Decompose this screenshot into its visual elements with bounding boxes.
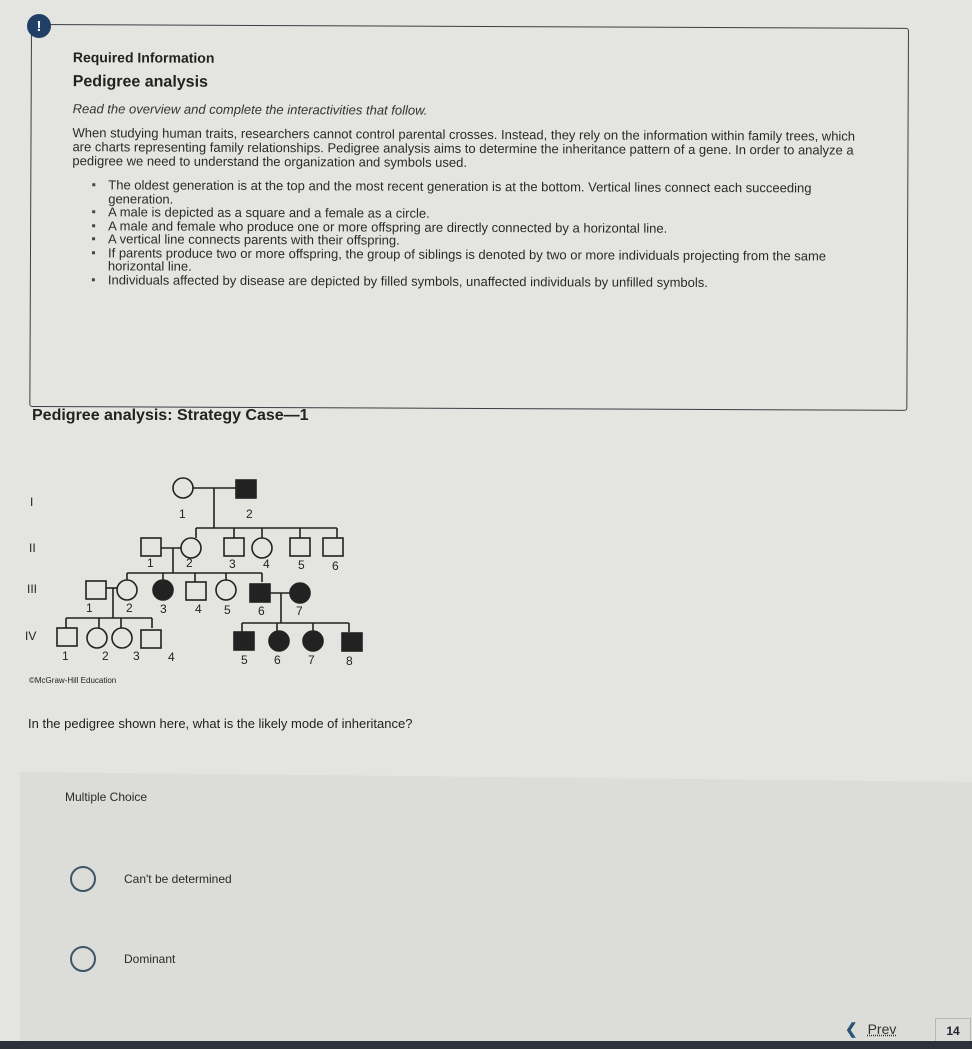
individual-IV-3 [112, 628, 132, 648]
required-information-label: Required Information [72, 49, 215, 66]
individual-IV-2 [87, 628, 107, 648]
svg-text:2: 2 [126, 601, 133, 615]
prev-button[interactable] [845, 1020, 896, 1038]
individual-III-3-affected [153, 580, 173, 600]
individual-II-2 [181, 538, 201, 558]
svg-text:5: 5 [224, 603, 231, 617]
svg-text:1: 1 [62, 649, 69, 663]
required-information-panel [29, 24, 909, 411]
generation-label: II [29, 541, 36, 555]
individual-IV-1 [57, 628, 77, 646]
individual-II-6 [323, 538, 343, 556]
option-dominant[interactable] [70, 946, 175, 972]
svg-text:2: 2 [102, 649, 109, 663]
svg-text:1: 1 [179, 507, 186, 521]
individual-IV-4 [141, 630, 161, 648]
info-paragraph: When studying human traits, researchers cannot control parental crosses. Instead, they rely on the information within family trees, which are charts representing family relationships. Pedigree analysis aims to determine the inheritance pattern of a gene. In order to analyze a pedigree we need to understand the organization and symbols used. [72, 125, 856, 170]
individual-II-4 [252, 538, 272, 558]
svg-text:1: 1 [86, 601, 93, 615]
individual-III-6-affected [250, 584, 270, 602]
info-bullet-list [92, 178, 862, 289]
svg-text:5: 5 [298, 558, 305, 572]
info-subtitle: Read the overview and complete the interactivities that follow. [72, 101, 428, 118]
svg-text:2: 2 [246, 507, 253, 521]
option-cant-be-determined[interactable] [70, 866, 232, 892]
copyright-credit: ©McGraw-Hill Education [29, 676, 117, 685]
svg-text:8: 8 [346, 654, 353, 668]
individual-I-2-male-affected [236, 480, 256, 498]
question-text: In the pedigree shown here, what is the likely mode of inheritance? [28, 716, 413, 731]
individual-III-1 [86, 581, 106, 599]
generation-label: I [30, 495, 34, 509]
case-title: Pedigree analysis: Strategy Case—1 [32, 407, 309, 424]
multiple-choice-label: Multiple Choice [65, 790, 148, 804]
generation-label: III [27, 582, 38, 596]
individual-IV-8-affected [342, 633, 362, 651]
page-number-box[interactable]: 14 [935, 1018, 971, 1044]
chevron-left-icon: ❮ [845, 1021, 858, 1038]
individual-II-3 [224, 538, 244, 556]
pedigree-chart [0, 460, 380, 690]
radio-button[interactable] [70, 946, 96, 972]
generation-label: IV [25, 629, 37, 643]
bullet-item: A male is depicted as a square and a female as a circle. [92, 205, 862, 222]
bullet-item: Individuals affected by disease are depicted by filled symbols, unaffected individuals by unfilled symbols. [92, 273, 862, 290]
svg-text:3: 3 [160, 602, 167, 616]
svg-text:4: 4 [263, 557, 270, 571]
bullet-item: A vertical line connects parents with their offspring. [92, 232, 862, 249]
svg-text:5: 5 [241, 653, 248, 667]
svg-text:6: 6 [274, 653, 281, 667]
bullet-item: The oldest generation is at the top and the most recent generation is at the bottom. Vertical lines connect each succeeding generation. [92, 178, 862, 208]
svg-text:7: 7 [296, 604, 303, 618]
bullet-item: A male and female who produce one or more offspring are directly connected by a horizontal line. [92, 219, 862, 236]
option-label: Dominant [124, 952, 176, 966]
individual-II-1 [141, 538, 161, 556]
radio-button[interactable] [70, 866, 96, 892]
svg-text:3: 3 [229, 557, 236, 571]
svg-text:2: 2 [186, 556, 193, 570]
svg-text:7: 7 [308, 653, 315, 667]
svg-text:3: 3 [133, 649, 140, 663]
bottom-bar [0, 1041, 972, 1049]
individual-III-4 [186, 582, 206, 600]
multiple-choice-panel [20, 772, 972, 1049]
individual-I-1-female-unaffected [173, 478, 193, 498]
svg-text:6: 6 [258, 604, 265, 618]
individual-III-2 [117, 580, 137, 600]
individual-III-7-affected [290, 583, 310, 603]
individual-IV-6-affected [269, 631, 289, 651]
individual-IV-5-affected [234, 632, 254, 650]
svg-text:4: 4 [195, 602, 202, 616]
individual-III-5 [216, 580, 236, 600]
bullet-item: If parents produce two or more offspring, the group of siblings is denoted by two or more individuals projecting from the same horizontal line. [92, 246, 862, 276]
alert-icon: ! [27, 14, 51, 38]
info-title: Pedigree analysis [72, 73, 208, 91]
option-label: Can't be determined [124, 872, 232, 886]
individual-IV-7-affected [303, 631, 323, 651]
prev-label: Prev [867, 1021, 897, 1037]
individual-II-5 [290, 538, 310, 556]
svg-text:1: 1 [147, 556, 154, 570]
svg-text:6: 6 [332, 559, 339, 573]
svg-text:4: 4 [168, 650, 175, 664]
